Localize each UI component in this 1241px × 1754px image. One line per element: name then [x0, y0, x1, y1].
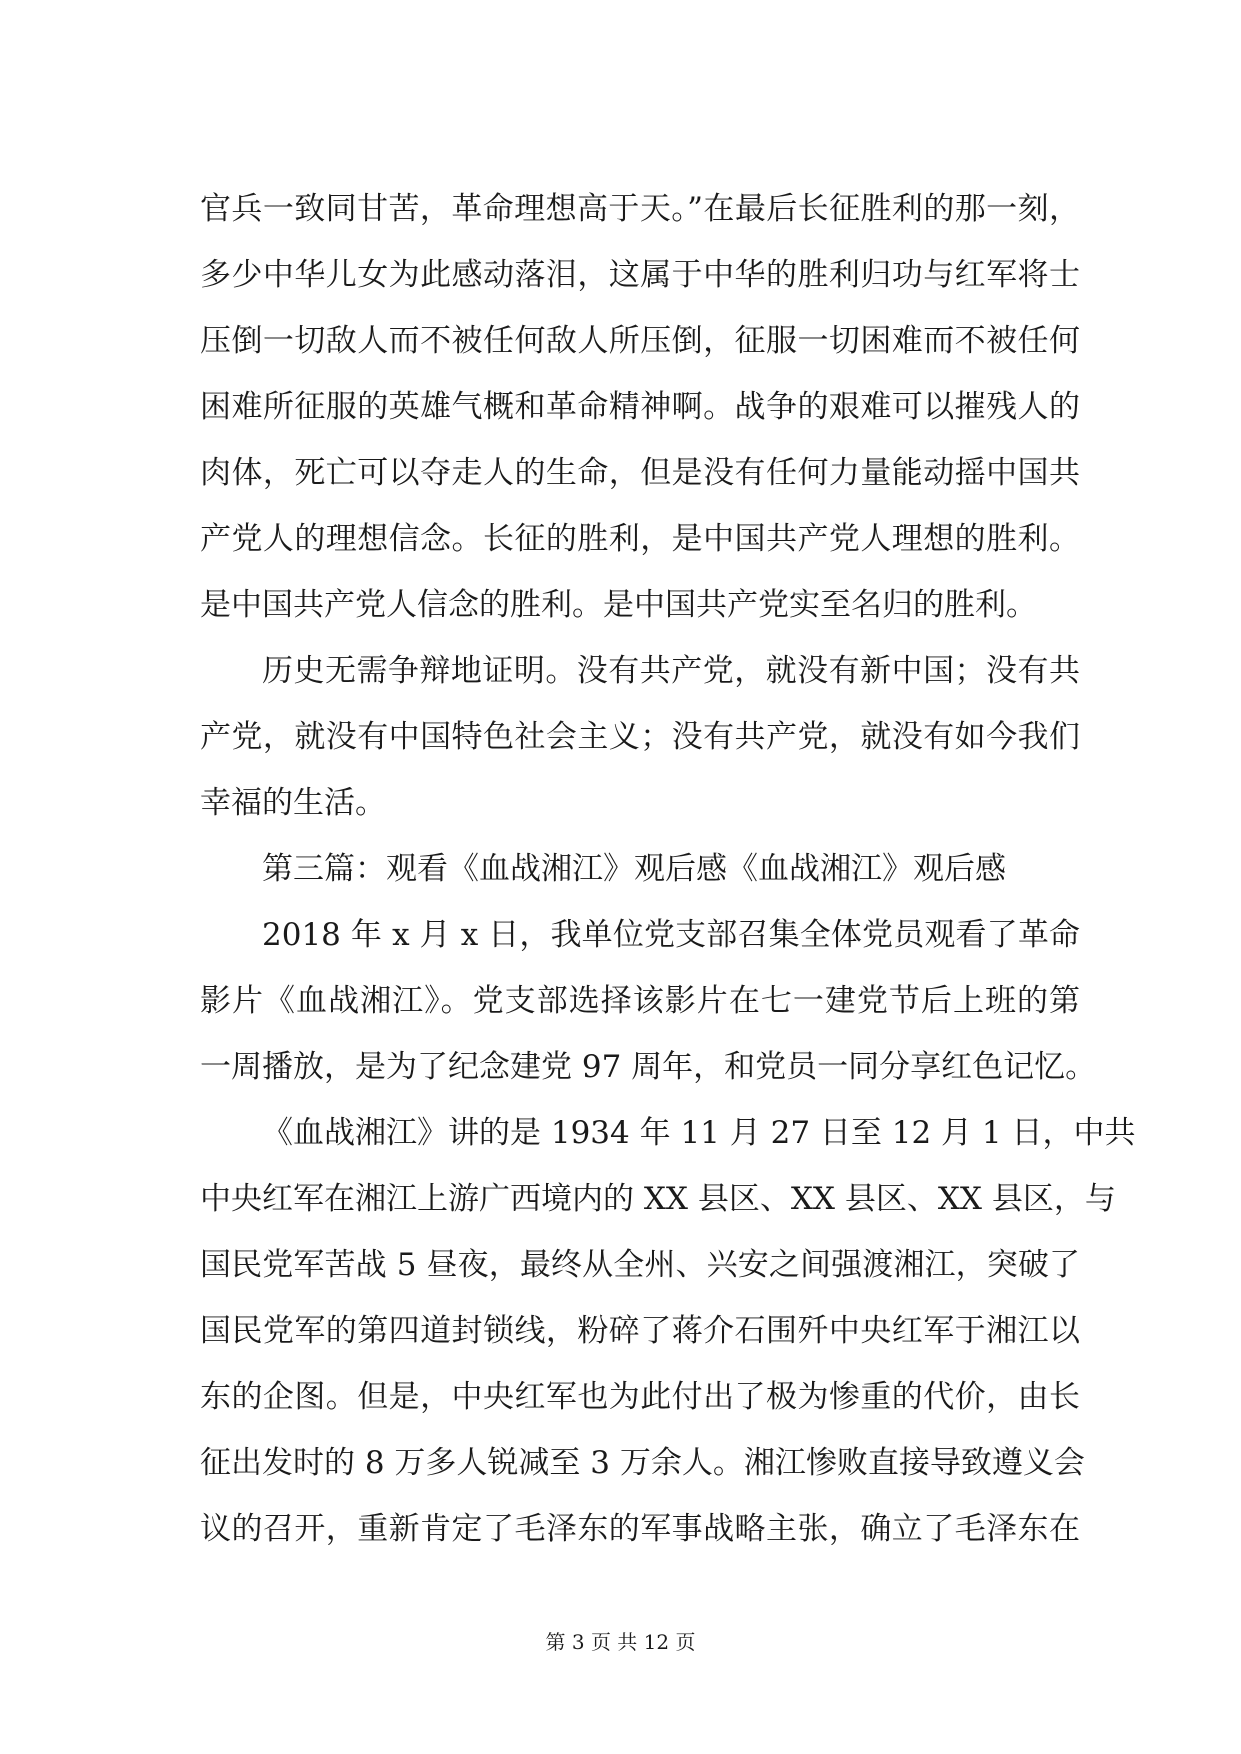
text-line: 产党人的理想信念。长征的胜利，是中国共产党人理想的胜利。	[200, 521, 1080, 557]
text-line: 是中国共产党人信念的胜利。是中国共产党实至名归的胜利。	[200, 587, 1037, 623]
text-line: 征出发时的 8 万多人锐减至 3 万余人。湘江惨败直接导致遵义会	[200, 1445, 1085, 1481]
text-line: 第三篇：观看《血战湘江》观后感《血战湘江》观后感	[262, 851, 1006, 887]
text-line: 东的企图。但是，中央红军也为此付出了极为惨重的代价，由长	[200, 1379, 1080, 1415]
text-line: 压倒一切敌人而不被任何敌人所压倒，征服一切困难而不被任何	[200, 323, 1080, 359]
text-line: 议的召开，重新肯定了毛泽东的军事战略主张，确立了毛泽东在	[200, 1511, 1080, 1547]
text-line: 《血战湘江》讲的是 1934 年 11 月 27 日至 12 月 1 日，中共	[262, 1115, 1136, 1151]
text-line: 2018 年 x 月 x 日，我单位党支部召集全体党员观看了革命	[262, 917, 1080, 953]
text-line: 多少中华儿女为此感动落泪，这属于中华的胜利归功与红军将士	[200, 257, 1080, 293]
text-line: 困难所征服的英雄气概和革命精神啊。战争的艰难可以摧残人的	[200, 389, 1080, 425]
text-line: 影片《血战湘江》。党支部选择该影片在七一建党节后上班的第	[200, 983, 1080, 1019]
text-line: 官兵一致同甘苦，革命理想高于天。”在最后长征胜利的那一刻，	[200, 191, 1080, 227]
text-line: 肉体，死亡可以夺走人的生命，但是没有任何力量能动摇中国共	[200, 455, 1080, 491]
text-line: 幸福的生活。	[200, 785, 386, 821]
document-body	[200, 176, 1136, 1562]
text-line: 国民党军的第四道封锁线，粉碎了蒋介石围歼中央红军于湘江以	[200, 1313, 1080, 1349]
text-line: 历史无需争辩地证明。没有共产党，就没有新中国；没有共	[262, 653, 1080, 689]
page-footer: 第 3 页 共 12 页	[545, 1630, 696, 1654]
text-line: 产党，就没有中国特色社会主义；没有共产党，就没有如今我们	[200, 719, 1080, 755]
text-line: 国民党军苦战 5 昼夜，最终从全州、兴安之间强渡湘江，突破了	[200, 1247, 1080, 1283]
text-line: 一周播放，是为了纪念建党 97 周年，和党员一同分享红色记忆。	[200, 1049, 1097, 1085]
text-line: 中央红军在湘江上游广西境内的 XX 县区、XX 县区、XX 县区，与	[200, 1181, 1116, 1217]
